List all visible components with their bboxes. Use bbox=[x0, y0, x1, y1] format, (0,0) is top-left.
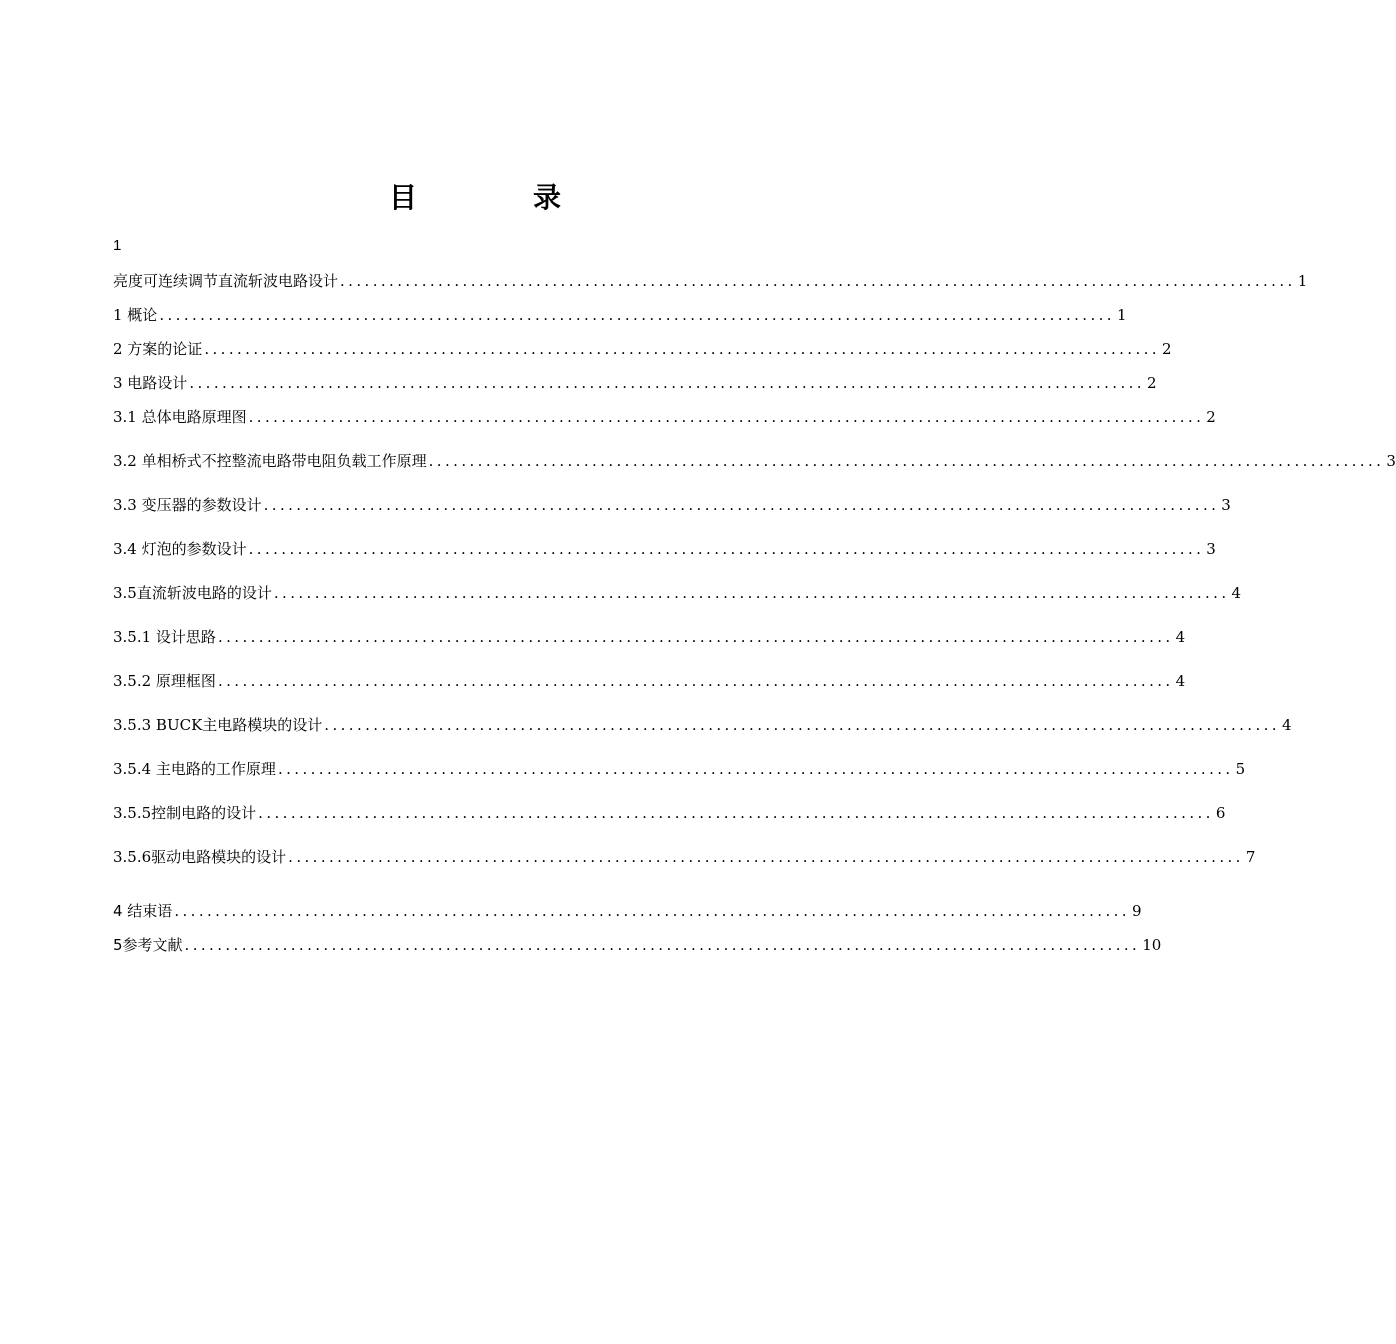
toc-entry-page: 5 bbox=[1235, 760, 1246, 778]
toc-entry[interactable] bbox=[113, 494, 1231, 516]
toc-entry-label: 5参考文献 bbox=[113, 936, 183, 954]
toc-leader-dots: ..................................................................................................................... bbox=[277, 760, 1234, 778]
toc-entry-label: 3.5.5控制电路的设计 bbox=[113, 804, 257, 822]
toc-entry[interactable] bbox=[113, 338, 1172, 360]
toc-leader-dots: ..................................................................................................................... bbox=[204, 340, 1160, 358]
toc-entry-label: 3.1 总体电路原理图 bbox=[113, 408, 247, 426]
toc-entry-page: 4 bbox=[1231, 584, 1242, 602]
toc-entry-page: 1 bbox=[1297, 272, 1308, 290]
toc-entry-label: 3.5.4 主电路的工作原理 bbox=[113, 760, 276, 778]
toc-leader-dots: ..................................................................................................................... bbox=[189, 374, 1145, 392]
toc-entry[interactable] bbox=[113, 304, 1127, 326]
toc-entry-page: 7 bbox=[1245, 848, 1256, 866]
toc-entry[interactable] bbox=[113, 714, 1292, 736]
toc-entry-page: 1 bbox=[1116, 306, 1127, 324]
toc-entry-page: 2 bbox=[1206, 408, 1216, 426]
toc-entry[interactable] bbox=[113, 934, 1162, 956]
toc-entry[interactable] bbox=[113, 450, 1396, 472]
toc-entry-label: 3.5.3 BUCK主电路模块的设计 bbox=[113, 716, 323, 734]
toc-leader-dots: ..................................................................................................................... bbox=[273, 584, 1230, 602]
toc-entry[interactable] bbox=[113, 582, 1242, 604]
toc-entry[interactable] bbox=[113, 538, 1216, 560]
toc-leader-dots: ..................................................................................................................... bbox=[159, 306, 1115, 324]
toc-title: 目 录 bbox=[388, 181, 605, 214]
toc-entry-label: 4 结束语 bbox=[113, 902, 173, 920]
toc-leader-dots: ..................................................................................................................... bbox=[258, 804, 1214, 822]
toc-leader-dots: ..................................................................................................................... bbox=[428, 452, 1385, 470]
toc-entry-label: 3.4 灯泡的参数设计 bbox=[113, 540, 247, 558]
toc-entry-label: 3.3 变压器的参数设计 bbox=[113, 496, 262, 514]
toc-leader-dots: ..................................................................................................................... bbox=[184, 936, 1141, 954]
toc-entry-page: 9 bbox=[1131, 902, 1142, 920]
toc-entry[interactable] bbox=[113, 372, 1157, 394]
toc-entry[interactable] bbox=[113, 846, 1256, 868]
toc-entry-label: 1 概论 bbox=[113, 306, 158, 324]
toc-entry-label: 亮度可连续调节直流斩波电路设计 bbox=[113, 272, 339, 290]
toc-entry-page: 4 bbox=[1175, 628, 1186, 646]
toc-leader-dots: ..................................................................................................................... bbox=[248, 408, 1205, 426]
toc-entry-page: 6 bbox=[1215, 804, 1226, 822]
toc-leader-dots: ..................................................................................................................... bbox=[263, 496, 1220, 514]
toc-leader-dots: ..................................................................................................................... bbox=[248, 540, 1205, 558]
toc-entry-label: 3 电路设计 bbox=[113, 374, 188, 392]
toc-entry-label: 2 方案的论证 bbox=[113, 340, 203, 358]
toc-entry-page: 2 bbox=[1161, 340, 1172, 358]
toc-entry[interactable] bbox=[113, 670, 1186, 692]
toc-entry[interactable] bbox=[113, 758, 1246, 780]
toc-entry-page: 4 bbox=[1281, 716, 1292, 734]
toc-leader-dots: ..................................................................................................................... bbox=[288, 848, 1244, 866]
toc-entry[interactable] bbox=[113, 270, 1308, 292]
toc-entry-page: 3 bbox=[1221, 496, 1231, 514]
toc-entry-page: 3 bbox=[1386, 452, 1396, 470]
toc-leader-dots: ..................................................................................................................... bbox=[217, 672, 1174, 690]
toc-leader-dots: ..................................................................................................................... bbox=[217, 628, 1174, 646]
toc-entry-label: 3.5直流斩波电路的设计 bbox=[113, 584, 272, 602]
toc-entry-page: 2 bbox=[1146, 374, 1157, 392]
toc-entry[interactable] bbox=[113, 802, 1226, 824]
toc-entry-label: 3.5.2 原理框图 bbox=[113, 672, 216, 690]
toc-entry-page: 4 bbox=[1175, 672, 1186, 690]
toc-entry[interactable] bbox=[113, 626, 1186, 648]
toc-entry-label: 3.5.6驱动电路模块的设计 bbox=[113, 848, 287, 866]
toc-entry[interactable] bbox=[113, 406, 1216, 428]
toc-leader-dots: ..................................................................................................................... bbox=[340, 272, 1296, 290]
toc-entry-page: 10 bbox=[1142, 936, 1162, 954]
toc-entry-label: 3.2 单相桥式不控整流电路带电阻负载工作原理 bbox=[113, 452, 427, 470]
toc-leader-dots: ..................................................................................................................... bbox=[174, 902, 1130, 920]
toc-leader-dots: ..................................................................................................................... bbox=[324, 716, 1280, 734]
stray-page-number: 1 bbox=[113, 237, 122, 254]
toc-entry[interactable] bbox=[113, 900, 1142, 922]
toc-entry-label: 3.5.1 设计思路 bbox=[113, 628, 216, 646]
toc-entry-page: 3 bbox=[1206, 540, 1216, 558]
